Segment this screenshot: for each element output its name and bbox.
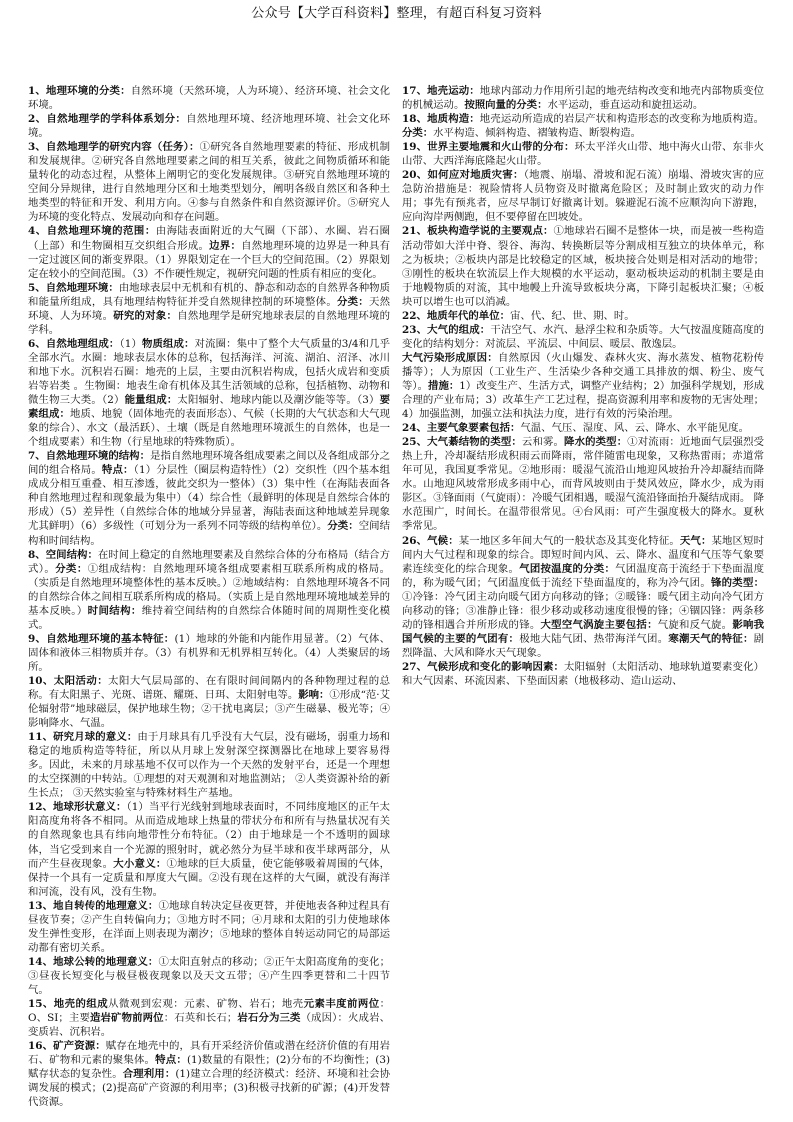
paragraph-16 [28,1039,390,1109]
paragraph-19 [402,140,764,168]
paragraph-7 [28,449,390,547]
paragraph-heading: 大气污染形成原因： [402,351,498,364]
paragraph-heading: 影响我国气候的主要的气团有： [402,618,765,645]
paragraph-text: 地球内部动力作用所引起的地壳结构改变和地壳内部物质变位的机械运动。 [402,85,764,112]
paragraph-heading: 岩石分为三类 [237,1012,301,1025]
paragraph-text: (1）地球的外能和内能作用显著。（2）气体、固体和液体三相物质并存。（3）有机界和无机界相互转化。（4）人类聚居的场所。 [28,632,391,673]
paragraph-21 [402,224,764,308]
paragraph-text: 空间结构和时间结构。 [28,520,390,547]
paragraph-heading: 要素组成： [28,394,390,421]
paragraph-heading: 特点： [101,464,134,477]
paragraph-text: 水平构造、倾斜构造、褶皱构造、断裂构造。 [433,127,641,140]
paragraph-heading: 4、自然地理环境的范围： [28,225,156,238]
paragraph-heading: 27、气候形成和变化的影响因素： [402,660,565,673]
paragraph-text: （1）分层性（圈层构造特性）（2）交织性（四个基本组成成分相互重叠、相互渗透，彼此交织为一整体）（3）集中性（在海陆表面各种自然地理过程和现象最为集中）（4）综合性（最鲜明的体现是自然综合体的形成）（5）差异性（自然综合体的地域分异显著，海陆表面这种地域差异现象尤其鲜明）（6）多级性（可划分为一系列不同等级的结构单位）。 [28,464,391,533]
paragraph-heading: 特点： [155,1054,187,1067]
paragraph-text: （地震、崩塌、滑坡和泥石流）崩塌、滑坡灾害的应急防治措施是：视险情将人员物资及时撤离危险区；及时制止致灾的动力作用；事先有预兆者，应尽早制订好撤离计划。躲避泥石流不应顺沟向下游跑，应向沟岸两侧跑，但不要停留在凹坡处。 [402,169,764,224]
paragraph-heading: 能量组成： [124,394,178,407]
paragraph-text: 自然环境（天然环境，人为环境）、经济环境、社会文化环境。 [28,85,390,112]
paragraph-text: ：石英和长石； [163,1012,238,1025]
paragraph-heading: 20、如何应对地质灾害： [402,169,524,182]
paragraph-9 [28,632,390,674]
paragraph-heading: 按照向量的分类： [464,99,548,112]
paragraph-15 [28,997,390,1039]
paragraph-text: 某地区短时间内大气过程和现象的综合。即短时间内风、云、降水、温度和气压等气象要素连续变化的综合现象。 [402,534,764,575]
paragraph-text: 某一地区多年间大气的一般状态及其变化特征。 [458,534,680,547]
paragraph-text: 太阳辐射、地球内能以及潮汐能等等。（3） [177,394,380,407]
paragraph-text: 自然地理环境、经济地理环境、社会文化环境。 [28,113,391,140]
paragraph-text: 由地球表层中无机和有机的、静态和动态的自然界各种物质和能量所组成，具有地理结构特征并受自然规律控制的环境整体。 [28,281,390,308]
paragraph-heading: 2、自然地理学的学科体系划分： [28,113,187,126]
document-body [28,84,764,1116]
paragraph-11 [28,730,390,800]
paragraph-14 [28,955,390,997]
paragraph-heading: 分类： [402,127,434,140]
paragraph-28 [402,660,764,688]
paragraph-heading: 分类： [337,295,369,308]
paragraph-heading: 23、大气的组成： [402,323,491,336]
paragraph-heading: 22、地质年代的单位： [402,309,510,322]
paragraph-heading: 10、太阳活动： [28,674,109,687]
paragraph-text: ①组成结构：自然地理环境各组成要素相互联系所构成的格局。（实质是自然地理环境整体性的基本反映。）②地域结构：自然地理环境各不同的自然综合体之间相互联系所构成的格局。（实质上是自然地理环境地域差异的基本反映。） [28,562,390,617]
paragraph-text: 自然地理学是研究地球表层的自然地理环境的学科。 [28,309,391,336]
paragraph-text: 环太平洋火山带、地中海火山带、东非火山带、大西洋海底隆起火山带。 [402,141,764,168]
paragraph-text: （1） [119,337,143,350]
paragraph-23 [402,323,764,351]
paragraph-heading: 5、自然地理环境： [28,281,119,294]
paragraph-text: 天然环境、人为环境。 [28,295,391,322]
paragraph-heading: 天气： [679,534,712,547]
paragraph-6 [28,337,390,449]
paragraph-text: 气团温度高于流经于下垫面温度的，称为暖气团；气团温度低于流经下垫面温度的，称为冷气团。 [402,562,765,589]
paragraph-text: 1）改变生产、生活方式，调整产业结构；2）加强科学规划，形成合理的产业布局；3）改革生产工艺过程，提高资源利用率和废物的无害处理；4）加强监测，加强立法和执法力度，进行有效的污染治理。 [402,379,765,421]
paragraph-text: 从微观到宏观：元素、矿物、岩石；地壳 [108,998,304,1011]
paragraph-text: ①研究各自然地理要素的特征、形成机制和发展规律。②研究各自然地理要素之间的相互关系，彼此之间物质循环和能量转化的动态过程，从整体上阐明它的变化发展规律。③研究自然地理环境的空间分异规律，进行自然地理分区和土地类型划分，阐明各级自然区和各种土地类型的特征和开发、利用方向。④参与自然条件和自然资源评价。⑤研究人为环境的变化特点、发展动向和存在问题。 [28,141,390,224]
paragraph-text: 宙、代、纪、世、期、时。 [509,309,635,322]
paragraph-heading: 6、自然地理组成： [28,337,120,350]
paragraph-heading: 12、地球形状意义： [28,801,127,814]
paragraph-heading: 影响： [298,689,330,702]
paragraph-text: 剧烈降温、大风和降水天气现象。 [402,632,765,659]
paragraph-heading: 寒潮天气的特征： [668,632,754,645]
paragraph-heading: 14、地球公转的地理意义： [28,955,159,968]
paragraph-text: 是指自然地理环境各组成要素之间以及各组成部分之间的组合格局。 [28,450,391,477]
paragraph-text: (1)建立合理的经济模式：经济、环境和社会协调发展的模式；(2)提高矿产资源的利用率；(3)积极寻找新的矿源；(4)开发替代资源。 [28,1068,391,1109]
paragraph-8 [28,548,390,632]
paragraph-text: （成因）：火成岩、变质岩、沉积岩。 [28,1012,390,1039]
paragraph-13 [28,899,390,955]
paragraph-10 [28,674,390,730]
paragraph-heading: 26、气候： [402,534,459,547]
paragraph-heading: 分类： [327,520,359,533]
paragraph-heading: 锋的类型： [711,576,765,589]
paragraph-text: 自然地理环境的边界是一种具有一定过渡区间的渐变界限。（1）界限划定在一个巨大的空间范围。（2）界限划定在较小的空间范围。（3）不作硬性规定，视研究问题的性质有相应的变化。 [28,239,391,280]
paragraph-heading: 大小意义： [113,857,167,870]
paragraph-heading: 元素丰度前两位 [303,998,380,1011]
paragraph-text: 维持着空间结构的自然综合体随时间的周期性变化模式。 [28,604,390,631]
paragraph-text: ①太阳直射点的移动；②正午太阳高度角的变化；③昼夜长短变化与极昼极夜现象以及天文五带；④产生四季更替和二十四节气。 [28,955,390,996]
paragraph-heading: 7、自然地理环境的结构： [28,450,151,463]
paragraph-4 [28,224,390,280]
paragraph-22 [402,309,764,323]
paragraph-heading: 9、自然地理环境的基本特征： [28,632,175,645]
paragraph-text: 气温、气压、湿度、风、云、降水、水平能见度。 [520,422,749,435]
paragraph-heading: 时间结构： [87,604,142,617]
paragraph-text: 对流圈：集中了整个大气质量的3/4和几乎全部水汽。水圈：地球表层水体的总称，包括海洋、河流、湖泊、沼泽、冰川和地下水。沉积岩石圈：地壳的上层，主要由沉积岩构成，包括火成岩和变质岩等岩类 。生物圈：地表生命有机体及其生活领域的总称，包括植物、动物和微生物三大类。（2） [28,337,390,407]
paragraph-text: (1)数量的有限性；(2)分布的不均衡性；(3)赋存状态的复杂性。 [28,1054,391,1081]
paragraph-heading: 15、地壳的组成 [28,998,109,1011]
paragraph-heading: 研究的对象： [113,309,178,322]
paragraph-heading: 物质组成： [142,337,195,350]
paragraph-heading: 25、大气綦结物的类型： [402,436,522,449]
paragraph-1 [28,84,390,112]
paragraph-18 [402,112,764,140]
paragraph-text: 云和雾。 [521,436,565,449]
paragraph-text: ①对流雨：近地面气层强烈受热上升，冷却凝结形成积雨云而降雨，常伴随雷电现象，又称热雷雨；赤道常年可见，我国夏季常见。②地形雨：暖湿气流沿山地迎风坡抬升冷却凝结而降水。山地迎风坡常形成多雨中心，而背风坡则由于焚风效应，降水少，成为雨影区。③锋面雨（气旋雨）：冷暖气团相遇，暖湿气流沿锋面抬升凝结成雨。 降水范围广，时间长。在温带很常见。④台风雨：可产生强度极大的降水。夏秋季常见。 [402,436,764,533]
paragraph-27 [402,534,764,660]
paragraph-text: 由海陆表面附近的大气圈（下部）、水圈、岩石圈（上部）和生物圈相互交织组合形成。 [28,225,390,252]
paragraph-text: ①地球岩石圈不是整体一块，而是被一些构造活动带如大洋中脊、裂谷、海沟、转换断层等分割成相互独立的块体单元，称之为板块；②板块内部是比较稳定的区域，板块接合处则是相对活动的地带；③刚性的板块在软流层上作大规模的水平运动，驱动板块运动的机制主要是由于地幔物质的对流，其中地幔上升流导致板块分离，下降引起板块汇聚；④板块可以增生也可以消减。 [402,225,764,308]
paragraph-text: 气旋和反气旋。 [657,618,733,631]
paragraph-text: 干洁空气、水汽、悬浮尘粒和杂质等。大气按温度随高度的变化的结构划分：对流层、平流层、中间层、暖层、散逸层。 [402,323,764,350]
paragraph-text: ①地球自转决定昼夜更替，并使地表各种过程具有昼夜节奏；②产生自转偏向力；③地方时不同；④月球和太阳的引力使地球体发生弹性变形，在洋面上则表现为潮汐；⑤地球的整体自转运动同它的局部运动都有密切关系。 [28,899,390,954]
paragraph-heading: 3、自然地理学的研究内容（任务）： [28,141,200,154]
paragraph-heading: 11、研究月球的意义： [28,731,138,744]
paragraph-heading: 18、地质构造： [402,113,480,126]
paragraph-24 [402,351,764,421]
paragraph-text: 太阳大气层局部的、在有限时间间隔内的各种物理过程的总称。有太阳黑子、光斑、谱斑、耀斑、日珥、太阳射电等。 [28,674,390,702]
paragraph-heading: 降水的类型： [564,436,628,449]
paragraph-text: ①冷锋：冷气团主动向暖气团方向移动的锋；②暖锋：暖气团主动向冷气团方向移动的锋；③准静止锋：很少移动或移动速度很慢的锋；④锢囚锋：两条移动的锋相遇合并所形成的锋。 [402,590,764,631]
paragraph-heading: 8、空间结构： [28,548,98,561]
paragraph-12 [28,800,390,898]
paragraph-heading: 分类： [55,562,88,575]
paragraph-17 [402,84,764,112]
paragraph-text: 自然原因（火山爆发、森林火灾、海水蒸发、植物花粉传播等）；人为原因（工业生产、生活染少各种交通工具排放的烟、粉尘、废气等）。 [402,351,765,392]
paragraph-25 [402,421,764,435]
paragraph-text: 由于月球具有几乎没有大气层，没有磁场，弱重力场和稳定的地质构造等特征，所以从月球上发射深空探测器比在地球上要容易得多。因此，未来的月球基地不仅可以作为一个天然的发射平台，还是一个理想的太空探测的中转站。①理想的对天观测和对地监测站； ②人类资源补给的新生长点； ③天然实验室与特殊材料生产基地。 [28,731,390,800]
paragraph-3 [28,140,390,224]
paragraph-heading: 边界： [209,239,242,252]
paragraph-20 [402,168,764,224]
paragraph-26 [402,435,764,533]
paragraph-heading: 气团按温度的分类： [519,562,616,575]
paragraph-text: 极地大陆气团、热带海洋气团。 [519,632,669,645]
paragraph-text: 赋存在地壳中的，具有开采经济价值或潜在经济价值的有用岩石、矿物和元素的聚集体。 [28,1040,390,1067]
paragraph-heading: 合理利用： [122,1068,176,1081]
paragraph-heading: 24、主要气象要素包括： [402,422,521,435]
paragraph-5 [28,281,390,337]
page-header: 公众号【大学百科资料】整理，有超百科复习资料 [251,6,542,21]
paragraph-heading: 19、世界主要地震和火山带的分布： [402,141,575,154]
paragraph-2 [28,112,390,140]
paragraph-text: （1）当平行光线射到地球表面时，不同纬度地区的正午太阳高度角将各不相同。从而造成地球上热量的带状分布和所有与热量状况有关的自然现象也具有纬向地带性分布特征。（2）由于地球是一个不透明的圆球体，当它受到来自一个光源的照射时，就必然分为昼半球和夜半球两部分，从而产生昼夜现象。 [28,801,390,870]
paragraph-heading: 21、板块构造学说的主要观点： [402,225,554,238]
paragraph-heading: 13、地自转传的地理意义： [28,899,159,912]
paragraph-heading: 1、地理环境的分类： [28,85,131,97]
paragraph-heading: 17、地壳运动： [402,85,480,97]
paragraph-text: 在时间上稳定的自然地理要素及自然综合体的分布格局（结合方式）。 [28,548,391,575]
paragraph-text: 地壳运动所造成的岩层产状和构造形态的改变称为地质构造。 [479,113,764,126]
paragraph-text: ①形成“范·艾伦辐射带”地球磁层，保护地球生物；②干扰电离层；③产生磁暴、极光等；④影响降水、气温。 [28,689,391,730]
paragraph-text: 太阳辐射（太阳活动、地球轨道要素变化）和大气因素、环流因素、下垫面因素（地极移动、造山运动、 [402,660,764,687]
paragraph-heading: 造岩矿物前两位 [90,1012,164,1025]
paragraph-text: ：O、SI；主要 [28,998,391,1025]
paragraph-heading: 措施： [428,379,460,392]
paragraph-text: 水平运动，垂直运动和旋扭运动。 [547,99,704,112]
paragraph-heading: 16、矿产资源： [28,1040,106,1053]
paragraph-heading: 大型空气涡旋主要包括： [540,618,658,631]
paragraph-text: 地质、地貌（固体地壳的表面形态）、气候（长期的大气状态和大气现象的综合）、水文（最活跃）、土壤（既是自然地理环境派生的自然体，也是一个组成要素）和生物（行星地球的特殊物质）。 [28,408,391,449]
paragraph-text: ①地球的巨大质量，使它能够吸着周围的气体，保持一个具有一定质量和厚度大气圈。②没有现在这样的大气圈，就没有海洋和河流，没有风，没有生物。 [28,857,391,898]
